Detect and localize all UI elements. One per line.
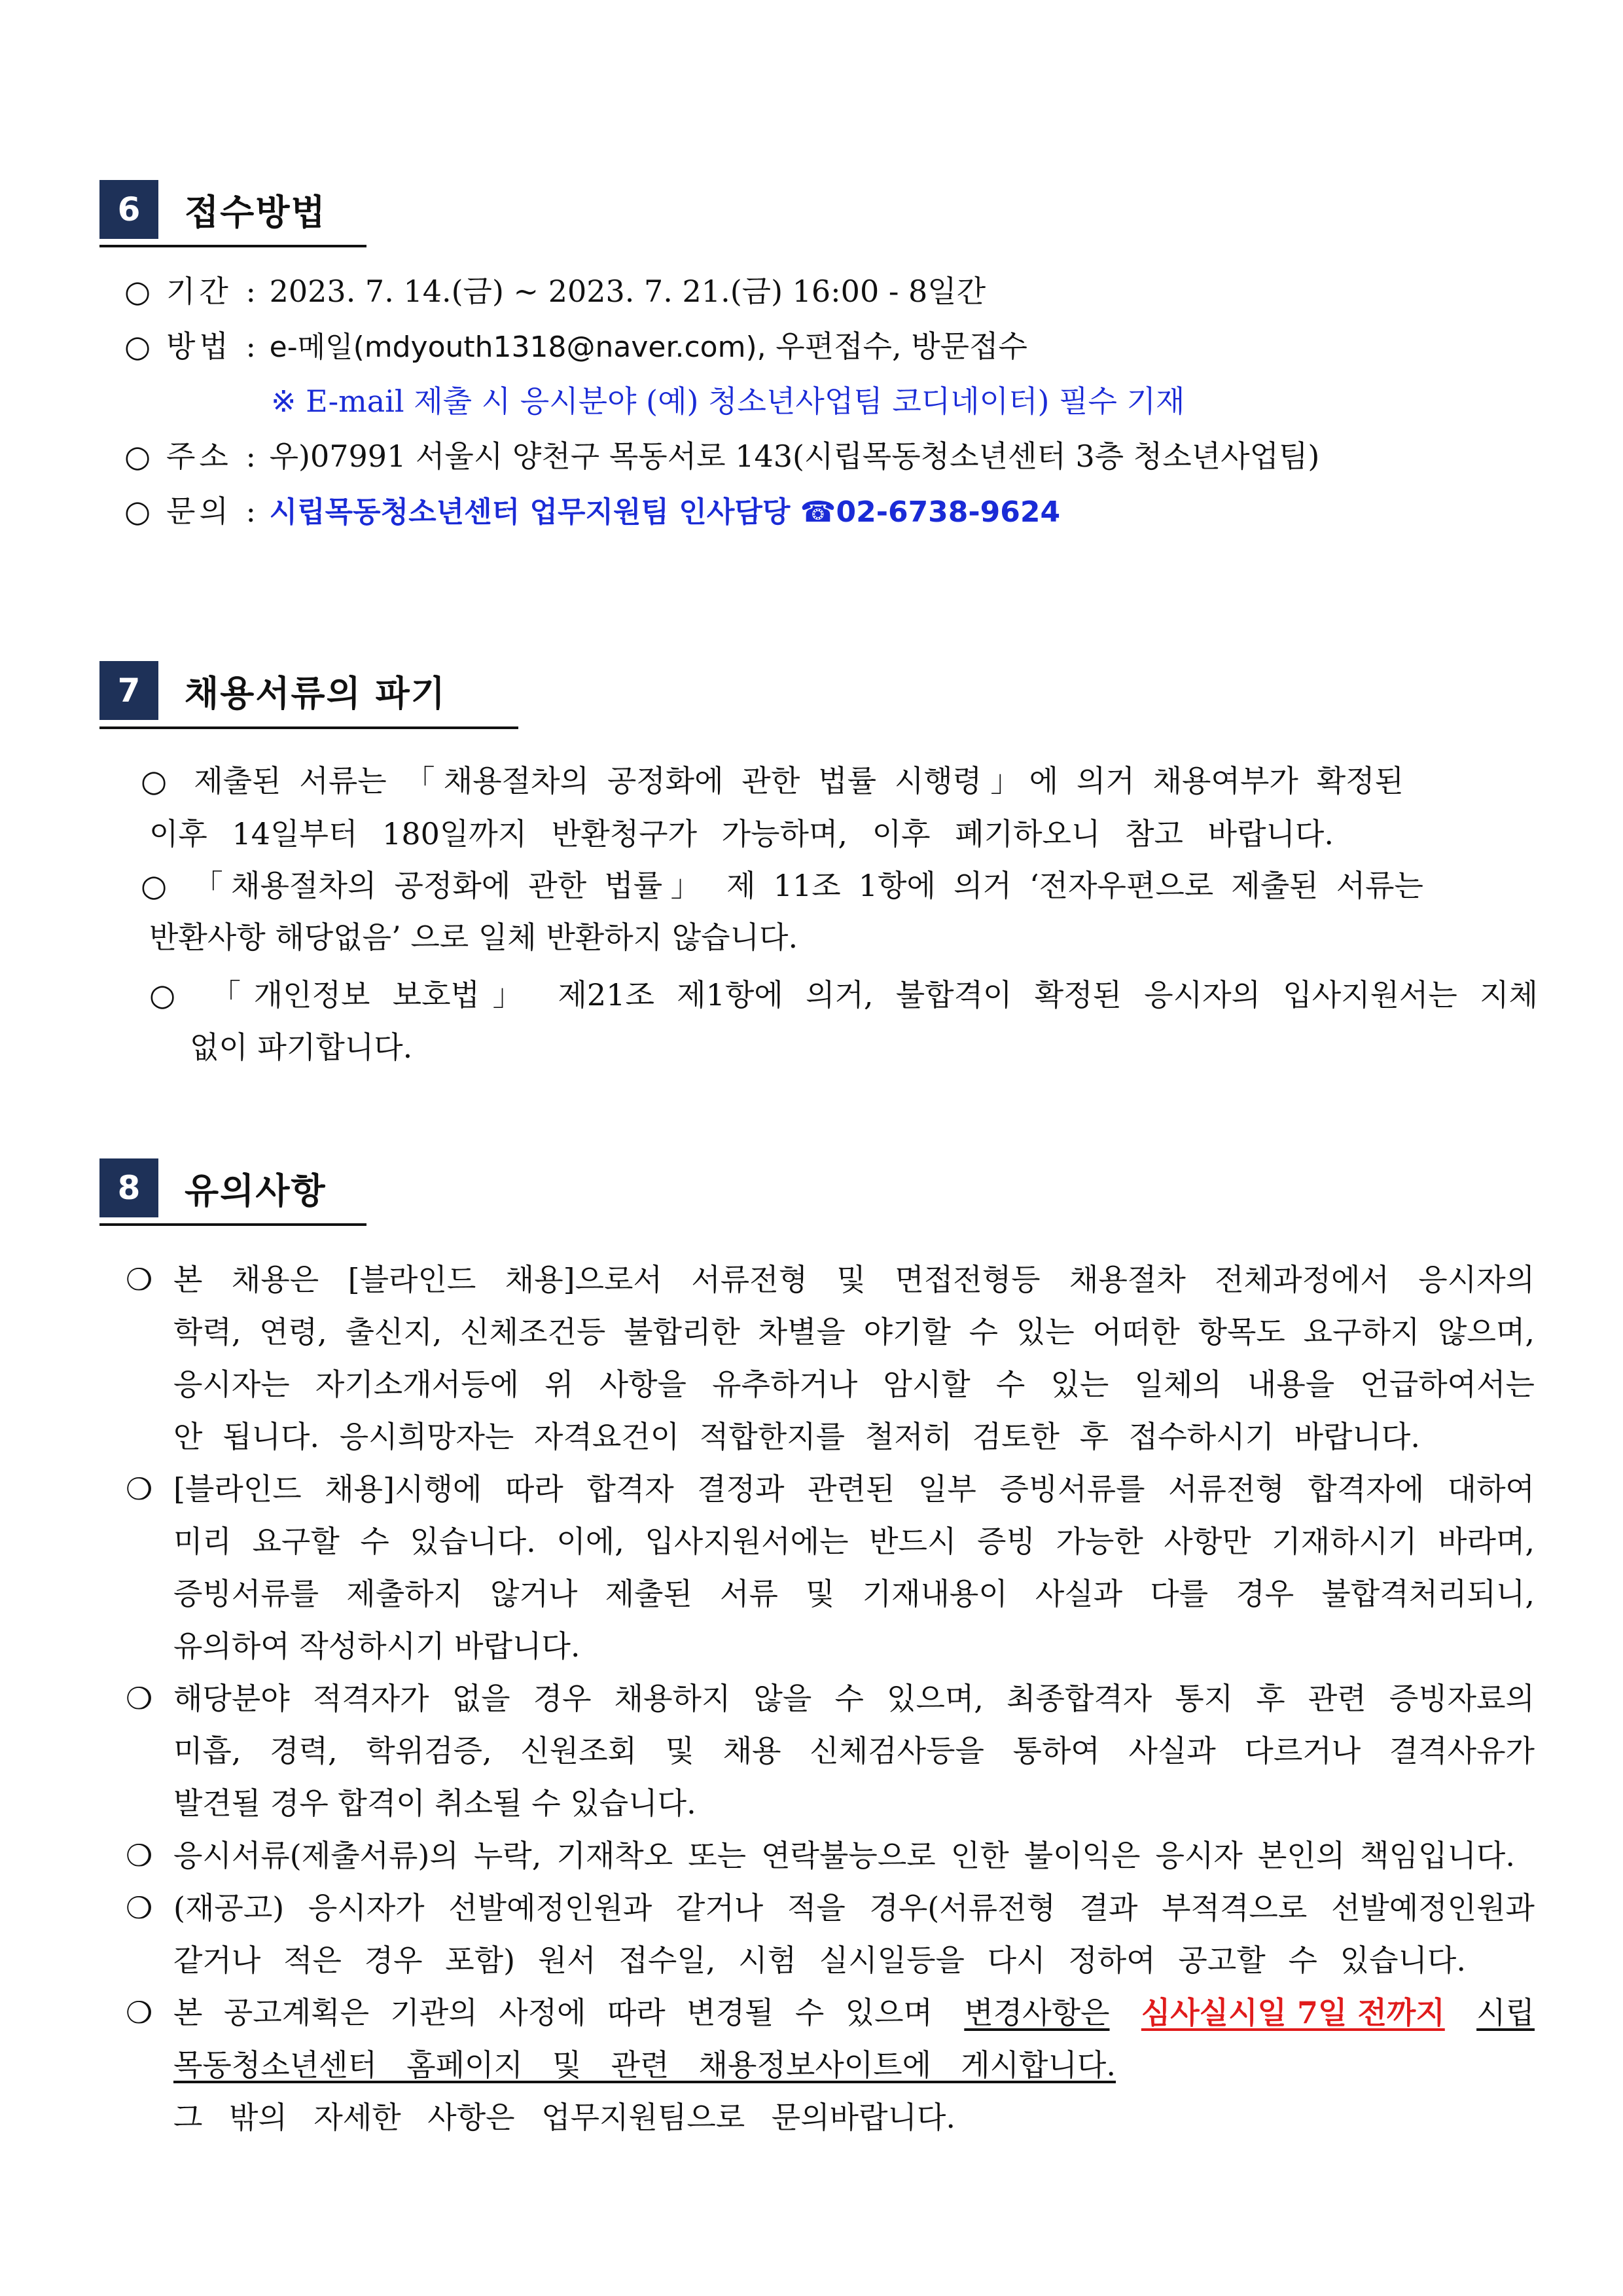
- bullet: ○: [124, 493, 151, 529]
- section-underline: [99, 245, 366, 247]
- s7-p2-line1: ○ 「채용절차의 공정화에 관한 법률」 제 11조 1항에 의거 ‘전자우편으로 제출된 서류는: [141, 868, 1423, 903]
- n3-line1: 해당분야 적격자가 없을 경우 채용하지 않을 수 있으며, 최종합격자 통지 후 관련 증빙자료의: [173, 1681, 1535, 1716]
- n1-line1: 본 채용은 [블라인드 채용]으로서 서류전형 및 면접전형등 채용절차 전체과정에서 응시자의: [173, 1262, 1535, 1297]
- period-label: 기간 :: [166, 274, 260, 309]
- n1-line4: 안 됩니다. 응시희망자는 자격요건이 적합한지를 철저히 검토한 후 접수하시기 바랍니다.: [173, 1419, 1420, 1454]
- n3-line2: 미흡, 경력, 학위검증, 신원조회 및 채용 신체검사등을 통하여 사실과 다르거나 결격사유가: [173, 1733, 1535, 1768]
- s7-p2-line2: 반환사항 해당없음’ 으로 일체 반환하지 않습니다.: [149, 920, 798, 955]
- s7-p3-line2: 없이 파기합니다.: [190, 1030, 413, 1065]
- n6-line1-text: 본 공고계획은 기관의 사정에 따라 변경될 수 있으며: [173, 1995, 933, 2030]
- s7-p1-line2: 이후 14일부터 180일까지 반환청구가 가능하며, 이후 폐기하오니 참고 바랍니다.: [149, 816, 1334, 852]
- address-value: 우)07991 서울시 양천구 목동서로 143(시립목동청소년센터 3층 청소년사업팀): [269, 439, 1320, 474]
- n6-line1-change: 변경사항은: [964, 1995, 1110, 2030]
- n1-line3: 응시자는 자기소개서등에 위 사항을 유추하거나 암시할 수 있는 일체의 내용을 언급하여서는: [173, 1367, 1535, 1402]
- n6-line1-end: 시립: [1476, 1995, 1535, 2030]
- bullet: ○: [124, 439, 151, 474]
- n4-line1: 응시서류(제출서류)의 누락, 기재착오 또는 연락불능으로 인한 불이익은 응시자 본인의 책임입니다.: [173, 1838, 1515, 1873]
- section-7-header: [99, 661, 446, 720]
- n5-line1: (재공고) 응시자가 선발예정인원과 같거나 적을 경우(서류전형 결과 부적격으로 선발예정인원과: [173, 1890, 1535, 1926]
- section-number: 7: [99, 661, 158, 720]
- n2-line4: 유의하여 작성하시기 바랍니다.: [173, 1628, 580, 1664]
- contact-line: [124, 493, 1061, 529]
- n2-line3: 증빙서류를 제출하지 않거나 제출된 서류 및 기재내용이 사실과 다를 경우 불합격처리되니,: [173, 1576, 1535, 1611]
- period-value: 2023. 7. 14.(금) ~ 2023. 7. 21.(금) 16:00 - 8일간: [269, 274, 986, 309]
- bullet: ❍: [126, 1995, 153, 2030]
- n6-line3: 그 밖의 자세한 사항은 업무지원팀으로 문의바랍니다.: [173, 2100, 955, 2135]
- n2-line2: 미리 요구할 수 있습니다. 이에, 입사지원서에는 반드시 증빙 가능한 사항만 기재하시기 바라며,: [173, 1524, 1535, 1559]
- section-title: 접수방법: [185, 191, 327, 233]
- bullet: ○: [124, 329, 151, 364]
- bullet: ❍: [126, 1681, 153, 1716]
- section-title: 채용서류의 파기: [185, 672, 446, 714]
- n6-deadline: 심사실시일 7일 전까지: [1141, 1995, 1445, 2030]
- section-underline: [99, 726, 518, 729]
- section-6-header: [99, 180, 327, 239]
- section-number: 6: [99, 180, 158, 239]
- bullet: ❍: [126, 1262, 153, 1297]
- address-line: [124, 439, 1320, 474]
- n1-line2: 학력, 연령, 출신지, 신체조건등 불합리한 차별을 야기할 수 있는 어떠한 항목도 요구하지 않으며,: [173, 1314, 1535, 1350]
- method-email: e-메일(mdyouth1318@naver.com),: [269, 331, 766, 364]
- n2-line1: [블라인드 채용]시행에 따라 합격자 결정과 관련된 일부 증빙서류를 서류전형 합격자에 대하여: [173, 1471, 1535, 1507]
- n6-line1: [173, 1995, 1535, 2030]
- bullet: ❍: [126, 1838, 153, 1873]
- s7-p3-line1: ○ 「개인정보 보호법」 제21조 제1항에 의거, 불합격이 확정된 응시자의 입사지원서는 지체: [149, 977, 1538, 1013]
- n5-line2: 같거나 적은 경우 포함) 원서 접수일, 시험 실시일등을 다시 정하여 공고할 수 있습니다.: [173, 1943, 1466, 1978]
- method-note: ※ E-mail 제출 시 응시분야 (예) 청소년사업팀 코디네이터) 필수 기재: [271, 384, 1185, 419]
- method-other: 우편접수, 방문접수: [776, 329, 1027, 364]
- period-line: [124, 274, 986, 309]
- bullet: ❍: [126, 1471, 153, 1507]
- method-line: [124, 331, 1027, 362]
- s7-p1-line1: ○ 제출된 서류는 「채용절차의 공정화에 관한 법률 시행령」에 의거 채용여부가 확정된: [141, 763, 1404, 798]
- method-label: 방법 :: [166, 329, 260, 364]
- contact-value: 시립목동청소년센터 업무지원팀 인사담당 ☎02-6738-9624: [269, 495, 1061, 529]
- n6-line2: 목동청소년센터 홈페이지 및 관련 채용정보사이트에 게시합니다.: [173, 2047, 1116, 2083]
- n3-line3: 발견될 경우 합격이 취소될 수 있습니다.: [173, 1785, 696, 1821]
- bullet: ○: [124, 274, 151, 309]
- bullet: ❍: [126, 1890, 153, 1926]
- contact-label: 문의 :: [166, 493, 260, 529]
- address-label: 주소 :: [166, 439, 260, 474]
- section-8-header: [99, 1158, 327, 1217]
- section-number: 8: [99, 1158, 158, 1217]
- section-underline: [99, 1223, 366, 1226]
- section-title: 유의사항: [185, 1170, 327, 1211]
